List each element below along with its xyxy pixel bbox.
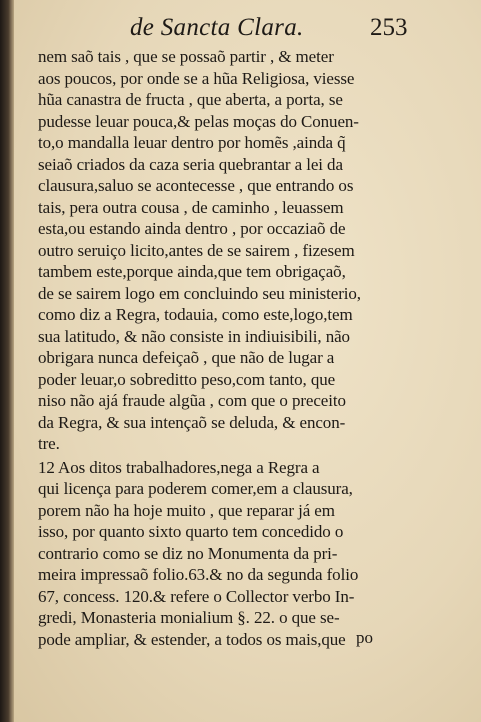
text-line: to,o mandalla leuar dentro por homẽs ,ainda q̃	[38, 133, 346, 152]
text-line: da Regra, & sua intençaõ se deluda, & encon-	[38, 412, 346, 432]
text-line: aos poucos, por onde se a hũa Religiosa, viesse	[38, 68, 355, 88]
book-page	[14, 0, 481, 722]
body-text	[38, 46, 408, 650]
text-line: meira impressaõ folio.63.& no da segunda folio	[38, 565, 359, 584]
text-line: isso, por quanto sixto quarto tem concedido o	[38, 522, 344, 541]
text-line: nem saõ tais , que se possaõ partir , & meter	[38, 47, 334, 66]
catchword: po	[356, 628, 373, 647]
text-line: tambem este,porque ainda,que tem obrigaçaõ,	[38, 262, 346, 281]
paragraph-12-first-line: 12 Aos ditos trabalhadores,nega a Regra a	[38, 457, 320, 477]
text-line: tais, pera outra cousa , de caminho , leuassem	[38, 197, 344, 217]
text-line: clausura,saluo se acontecesse , que entrando os	[38, 176, 354, 195]
text-line: 67, concess. 120.& refere o Collector verbo In-	[38, 586, 355, 606]
book-spine-shadow	[0, 0, 14, 722]
running-head: de Sancta Clara.	[130, 14, 304, 41]
page-number: 253	[370, 14, 408, 41]
text-line: pode ampliar, & estender, a todos os mais,que	[38, 629, 346, 649]
page-header	[38, 12, 408, 46]
text-line: hũa canastra de fructa , que aberta, a porta, se	[38, 90, 343, 109]
text-line: gredi, Monasteria monialium §. 22. o que se-	[38, 608, 340, 627]
text-line: outro seruiço licito,antes de se sairem , fizesem	[38, 240, 355, 260]
page-content	[38, 12, 408, 650]
text-line: sua latitudo, & não consiste in indiuisibili, não	[38, 326, 350, 346]
text-line: pudesse leuar pouca,& pelas moças do Conuen-	[38, 111, 359, 131]
text-line: niso não ajá fraude algũa , com que o preceito	[38, 391, 346, 410]
text-line: contrario como se diz no Monumenta da pri-	[38, 543, 338, 563]
text-line: obrigara nunca defeiçaõ , que não de lugar a	[38, 348, 335, 367]
text-line: esta,ou estando ainda dentro , por occaziaõ de	[38, 219, 346, 238]
text-line: de se sairem logo em concluindo seu ministerio,	[38, 283, 361, 303]
text-line: como diz a Regra, todauia, como este,logo,tem	[38, 305, 353, 324]
text-line: tre.	[38, 434, 60, 453]
text-line: porem não ha hoje muito , que reparar já em	[38, 500, 335, 520]
text-line: seiaõ criados da caza seria quebrantar a lei da	[38, 154, 343, 174]
text-line: poder leuar,o sobreditto peso,com tanto, que	[38, 369, 336, 389]
text-line: qui licença para poderem comer,em a clausura,	[38, 479, 353, 498]
